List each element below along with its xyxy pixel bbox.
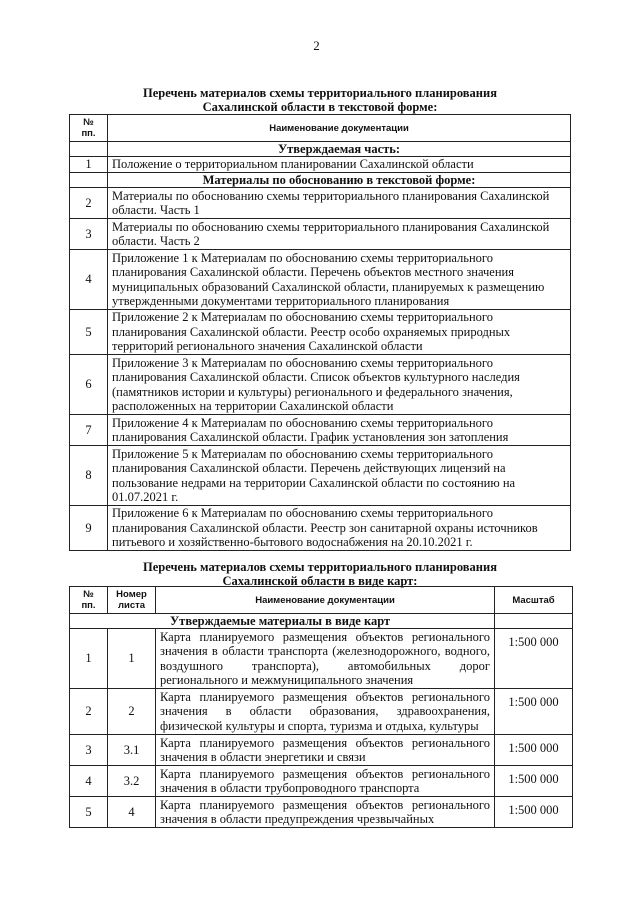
- row-text: Приложение 5 к Материалам по обоснованию схемы территориального планирования Сахалинской области. Перечень действующих лицензий на пользование недрами на территории Сахалинской области по состоянию на 01.07.2021 г.: [108, 446, 571, 506]
- row-scale: 1:500 000: [495, 629, 573, 689]
- row-num: 1: [70, 157, 108, 173]
- row-num: 2: [70, 188, 108, 219]
- row-scale: 1:500 000: [495, 689, 573, 735]
- header-sheet: [108, 587, 156, 614]
- group-heading: Утверждаемая часть:: [108, 142, 571, 157]
- row-sheet: 4: [108, 797, 156, 828]
- table-row: [70, 310, 571, 355]
- header-sheet-line1: Номер: [116, 589, 147, 600]
- table-row: [70, 629, 573, 689]
- header-name: Наименование документации: [108, 115, 571, 142]
- header-num-line2: пп.: [81, 128, 96, 139]
- row-num: 1: [70, 629, 108, 689]
- row-text: Приложение 6 к Материалам по обоснованию схемы территориального планирования Сахалинской области. Реестр зон санитарной охраны источников питьевого и хозяйственно-бытового водоснабжения на 20.10.2021 г.: [108, 506, 571, 551]
- row-scale: 1:500 000: [495, 735, 573, 766]
- row-scale: 1:500 000: [495, 766, 573, 797]
- row-num: 4: [70, 250, 108, 310]
- table-row: [70, 250, 571, 310]
- section2-title: [70, 560, 570, 588]
- row-sheet: 3.2: [108, 766, 156, 797]
- row-num: 5: [70, 310, 108, 355]
- row-scale: 1:500 000: [495, 797, 573, 828]
- table-row: [70, 766, 573, 797]
- table-header-row: [70, 115, 571, 142]
- section1-title-line1: Перечень материалов схемы территориального планирования: [143, 86, 497, 100]
- table-row: [70, 157, 571, 173]
- header-num-line1: №: [83, 117, 94, 128]
- row-num: 7: [70, 415, 108, 446]
- row-num: 3: [70, 735, 108, 766]
- row-text: Приложение 2 к Материалам по обоснованию схемы территориального планирования Сахалинской области. Реестр особо охраняемых природных территорий регионального значения Сахалинской области: [108, 310, 571, 355]
- section1-title: [70, 86, 570, 114]
- table-row: [70, 689, 573, 735]
- text-materials-table: [69, 114, 571, 551]
- table-row: [70, 735, 573, 766]
- row-sheet: 3.1: [108, 735, 156, 766]
- section2-title-line2: Сахалинской области в виде карт:: [222, 574, 418, 588]
- row-num: 5: [70, 797, 108, 828]
- row-text: Приложение 4 к Материалам по обоснованию схемы территориального планирования Сахалинской области. График установления зон затопления: [108, 415, 571, 446]
- header-scale: Масштаб: [495, 587, 573, 614]
- row-text: Карта планируемого размещения объектов регионального значения в области трубопроводного транспорта: [156, 766, 495, 797]
- section2-title-line1: Перечень материалов схемы территориального планирования: [143, 560, 497, 574]
- table-header-row: [70, 587, 573, 614]
- group-heading: Материалы по обоснованию в текстовой форме:: [108, 173, 571, 188]
- map-materials-table: [69, 586, 573, 828]
- row-text: Приложение 3 к Материалам по обоснованию схемы территориального планирования Сахалинской области. Список объектов культурного наследия (памятников истории и культуры) регионального и федерального значения, расположенных на территории Сахалинской области: [108, 355, 571, 415]
- row-text: Карта планируемого размещения объектов регионального значения в области энергетики и связи: [156, 735, 495, 766]
- group-row: [70, 614, 573, 629]
- table-row: [70, 797, 573, 828]
- table-row: [70, 219, 571, 250]
- header-sheet-line2: листа: [117, 600, 146, 611]
- group-row: [70, 142, 571, 157]
- group-row: [70, 173, 571, 188]
- row-num: 9: [70, 506, 108, 551]
- row-num: 8: [70, 446, 108, 506]
- header-num-line1: №: [83, 589, 94, 600]
- page-number: 2: [313, 38, 320, 53]
- table-row: [70, 355, 571, 415]
- header-num: [70, 115, 108, 142]
- row-num: 6: [70, 355, 108, 415]
- table-row: [70, 415, 571, 446]
- row-text: Карта планируемого размещения объектов регионального значения в области образования, здравоохранения, физической культуры и спорта, туризма и отдыха, культуры: [156, 689, 495, 735]
- group-heading: Утверждаемые материалы в виде карт: [70, 614, 495, 629]
- row-num: 2: [70, 689, 108, 735]
- section1-title-line2: Сахалинской области в текстовой форме:: [202, 100, 438, 114]
- table-row: [70, 446, 571, 506]
- row-text: Карта планируемого размещения объектов регионального значения в области предупреждения чрезвычайных: [156, 797, 495, 828]
- table-row: [70, 188, 571, 219]
- row-text: Материалы по обоснованию схемы территориального планирования Сахалинской области. Часть 2: [108, 219, 571, 250]
- table-row: [70, 506, 571, 551]
- row-sheet: 1: [108, 629, 156, 689]
- header-num: [70, 587, 108, 614]
- row-sheet: 2: [108, 689, 156, 735]
- header-name: Наименование документации: [156, 587, 495, 614]
- row-num: 3: [70, 219, 108, 250]
- row-num: 4: [70, 766, 108, 797]
- row-text: Приложение 1 к Материалам по обоснованию схемы территориального планирования Сахалинской области. Перечень объектов местного значения муниципальных образований Сахалинской области, планируемых к размещению утвержденными документами территориального планирования: [108, 250, 571, 310]
- header-num-line2: пп.: [81, 600, 96, 611]
- row-text: Положение о территориальном планировании Сахалинской области: [108, 157, 571, 173]
- row-text: Карта планируемого размещения объектов регионального значения в области транспорта (железнодорожного, водного, воздушного транспорта), автомобильных дорог регионального и межмуниципального значения: [156, 629, 495, 689]
- row-text: Материалы по обоснованию схемы территориального планирования Сахалинской области. Часть 1: [108, 188, 571, 219]
